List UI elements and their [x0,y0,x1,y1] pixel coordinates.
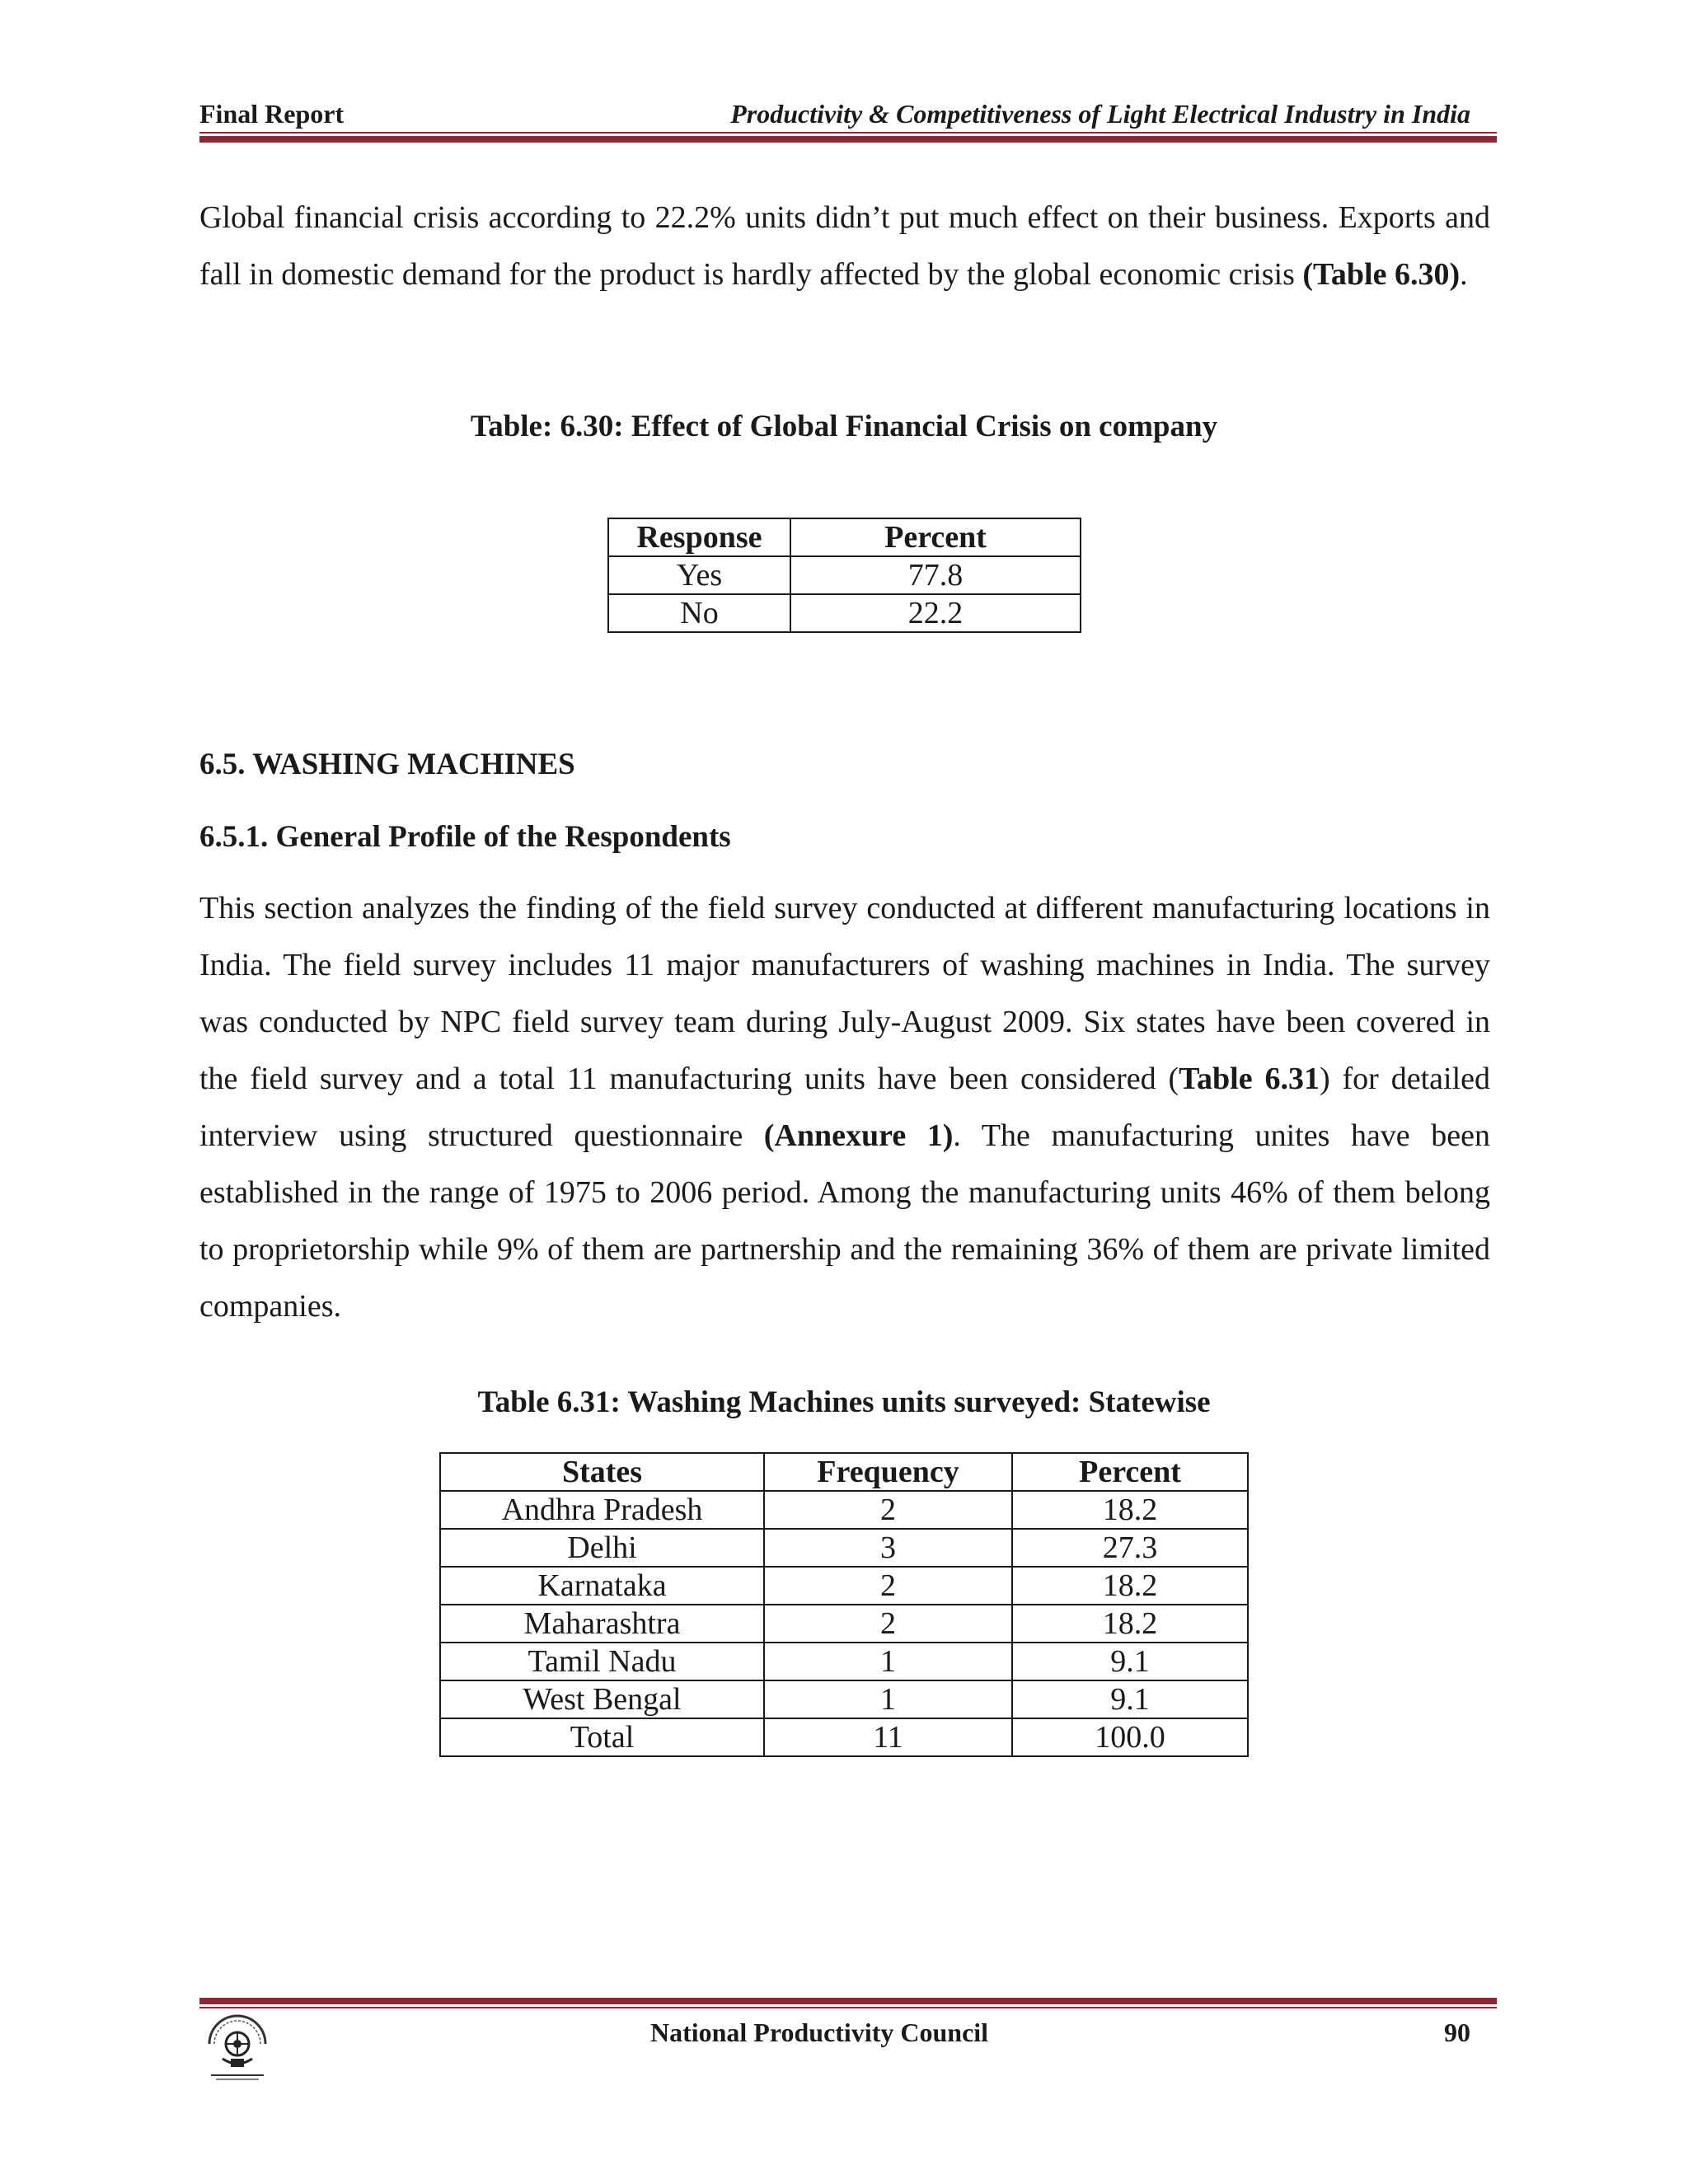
table-cell: 9.1 [1012,1643,1248,1680]
table-row [440,1680,1248,1718]
intro-end: . [1460,257,1468,292]
table-cell: 1 [764,1643,1012,1680]
table-cell: Delhi [440,1529,764,1567]
table-cell: Tamil Nadu [440,1643,764,1680]
section-paragraph [199,880,1490,1335]
column-header: Frequency [764,1453,1012,1491]
table-total-row [440,1718,1248,1756]
table-cell: 77.8 [790,556,1081,594]
table-cell: 2 [764,1491,1012,1529]
column-header: Percent [790,518,1081,556]
section-text-part2: ) for detailed interview using structured questionnaire [199,1062,1490,1153]
section-heading: 6.5. WASHING MACHINES [199,748,575,781]
table-header-row [608,518,1081,556]
table-cell: 1 [764,1680,1012,1718]
table-6-31-caption: Table 6.31: Washing Machines units surveyed: Statewise [477,1385,1211,1419]
table-cell: 18.2 [1012,1605,1248,1643]
table-header-row [440,1453,1248,1491]
table-cell: 18.2 [1012,1491,1248,1529]
header-rule-thick [199,136,1497,143]
footer-rule-thin [199,2007,1497,2008]
table-cell: 9.1 [1012,1680,1248,1718]
table-cell: No [608,594,790,632]
table-cell: West Bengal [440,1680,764,1718]
table-cell: 3 [764,1529,1012,1567]
table-cell: 18.2 [1012,1567,1248,1605]
table-row [440,1491,1248,1529]
table-cell: 100.0 [1012,1718,1248,1756]
table-row [440,1529,1248,1567]
table-cell: Maharashtra [440,1605,764,1643]
section-text-part1: This section analyzes the finding of the field survey conducted at different manufacturing locations in India. The field survey includes 11 major manufacturers of washing machines in India. The survey was conducted by NPC field survey team during July-August 2009. Six states have been covered in the field survey and a total 11 manufacturing units have been considered ( [199,891,1490,1096]
footer-rule-thick [199,1998,1497,2004]
intro-table-ref: (Table 6.30) [1302,257,1461,292]
column-header: Response [608,518,790,556]
table-6-31 [439,1452,1249,1757]
table-row [608,556,1081,594]
table-6-31-ref: Table 6.31 [1179,1062,1320,1096]
table-6-30-caption: Table: 6.30: Effect of Global Financial Crisis on company [470,410,1218,443]
table-cell: 22.2 [790,594,1081,632]
column-header: Percent [1012,1453,1248,1491]
table-row [440,1643,1248,1680]
table-cell: 2 [764,1567,1012,1605]
column-header: States [440,1453,764,1491]
header-right-title: Productivity & Competitiveness of Light Electrical Industry in India [730,99,1470,129]
table-row [440,1605,1248,1643]
header-left-title: Final Report [199,99,345,129]
header-rule-thin [199,132,1497,134]
page-number: 90 [1444,2018,1470,2047]
subsection-heading: 6.5.1. General Profile of the Respondents [199,820,731,854]
table-row [440,1567,1248,1605]
footer-organization: National Productivity Council [649,2018,989,2047]
table-cell: Yes [608,556,790,594]
table-6-30 [607,518,1081,633]
table-cell: Andhra Pradesh [440,1491,764,1529]
intro-paragraph [199,190,1490,303]
intro-text: Global financial crisis according to 22.2% units didn’t put much effect on their business. Exports and fall in domestic demand for the product is hardly affected by the global economic crisis [199,200,1490,292]
table-cell: 2 [764,1605,1012,1643]
table-cell: Karnataka [440,1567,764,1605]
table-cell: 11 [764,1718,1012,1756]
section-text-part3: . The manufacturing unites have been established in the range of 1975 to 2006 period. Among the manufacturing units 46% of them belong to proprietorship while 9% of them are partnership and the remaining 36% of them are private limited companies. [199,1118,1490,1324]
table-row [608,594,1081,632]
table-cell: Total [440,1718,764,1756]
annexure-ref: (Annexure 1) [763,1118,954,1153]
table-cell: 27.3 [1012,1529,1248,1567]
